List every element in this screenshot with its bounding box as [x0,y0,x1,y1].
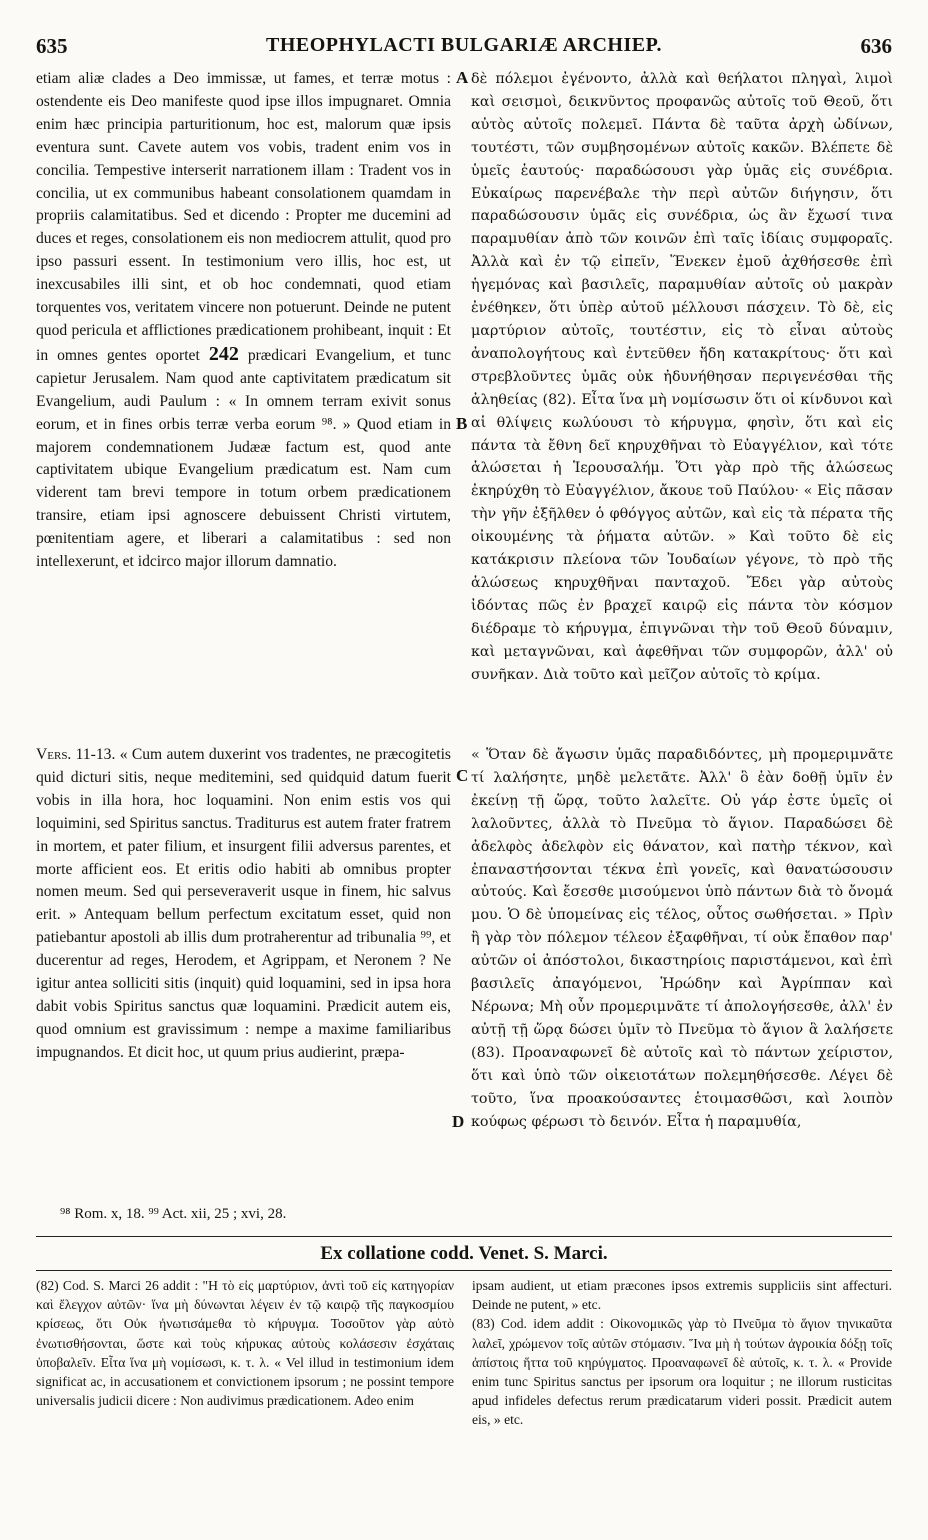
collation-title: Ex collatione codd. Venet. S. Marci. [320,1243,608,1264]
latin-paragraph-2: « Cum autem duxerint vos tradentes, ne præcogitetis quid dicturi sitis, neque meditemini, sed quidquid datum fuerit vobis in illa hora, hoc loquamini. Non enim estis vos qui loquimini, sed Spiritus sanctus. Traditurus est autem frater fratrem in mortem, et pater filium, et insurgent filii adversus parentes, et morte afficient eos. Et eritis odio habiti ab omnibus propter nomen meum. Sed qui perseveraverit usque in finem, hic salvus erit. » Antequam bellum perfectum excitatum esset, quid non patiebantur apostoli ab illis dum protraherentur ad tribunalia ⁹⁹, et ducerentur ad reges, Herodem, et Agrippam, et Neronem ? Ne igitur antea solliciti sitis (inquit) quid loquamini, sed in ipsa hora dabit vobis Spiritus sanctus quæ loquamini. Prædicit autem eis, quod omnium est gravissimum : nempe a maxime familiaribus impugnandos. Et dicit hoc, ut quum prius audierint, præpa- [36,746,452,1061]
footnote: ⁹⁸ Rom. x, 18. ⁹⁹ Act. xii, 25 ; xvi, 28. [60,1206,287,1222]
collation-note-82: (82) Cod. S. Marci 26 addit : "Η τὸ εἰς μαρτύριον, ἀντὶ τοῦ εἰς κατηγορίαν καὶ ἔλεγχον αὐτῶν· ἵνα μὴ δύνωνται λέγειν ἐν τῷ καιρῷ τῆς παγκοσμίου κρίσεως, ὅτι Οὐκ ἠνωτισάμεθα τὸ κήρυγμα. Τοσοῦτον γὰρ αὐτὸ ἐνωτισθήσονται, ὥστε καὶ τοὺς κήρυκας αὐτοὺς κολάσεσιν ἐσχάταις ὑποβαλεῖν. Εἶτα ἵνα μὴ νομίσωσι, κ. τ. λ. « Vel illud in testimonium idem significat ac, in accusationem et convictionem ipsorum ; ne possint tempore universalis judicii dicere : Non audivimus prædicationem. Adeo enim [36,1278,454,1409]
collation-note-83: ipsam audient, ut etiam præcones ipsos extremis suppliciis sint affecturi. Deinde ne putent, » etc. (83) Cod. idem addit : Οἰκονομικῶς γὰρ τὸ Πνεῦμα τὸ ἅγιον τηνικαῦτα λαλεῖ, χρώμενον τοῖς αὐτῶν στόμασιν. Ἵνα μὴ ἡ τούτων ἀγροικία δόξῃ τοῖς ἀπίστοις ἥττα τοῦ κηρύγματος. Προαναφωνεῖ δὲ αὐτοῖς, κ. τ. λ. « Provide enim tunc Spiritus sanctus per ipsorum ora loquitur ; ne illorum rusticitas apud infideles defectus rerum prædicatarum videri possit. Prædicit autem eis, » etc. [472,1278,892,1428]
margin-marker-c: C [456,766,469,785]
column-number-242: 242 [208,342,239,365]
margin-marker-a: A [456,68,469,87]
latin-column-vers [36,744,451,1065]
latin-paragraph-1b: prædicari Evangelium, et tunc capietur Jerusalem. Nam quod ante captivitatem prædicatum sit Evangelium, audi Paulum : « In omnem terram exivit sonus eorum, et in fines orbis terræ verba eorum ⁹⁸. » Quod etiam in majorem condemnationem Judææ factum est, quod ante captivitatem ubique Evangelium prædicatum est. Nam cum viderent tam brevi tempore in totum orbem prædicationem transire, etiam ipsi agnoscere debuissent Christi virtutem, pœnitentiam agere, et liberari a calamitatibus : sed non intellexerunt, et idcirco major illorum damnatio. [36,346,452,571]
greek-column-top [471,68,893,686]
collation-rule [36,1270,892,1271]
verse-label: Vers. 11-13. [36,746,116,763]
page-number-right: 636 [860,34,892,58]
latin-column-top [36,68,451,574]
greek-column-vers [471,744,893,1133]
margin-marker-b: B [456,414,468,433]
greek-paragraph-2: « Ὅταν δὲ ἄγωσιν ὑμᾶς παραδιδόντες, μὴ προμεριμνᾶτε τί λαλήσητε, μηδὲ μελετᾶτε. Ἀλλ' ὃ ἐὰν δοθῇ ὑμῖν ἐν ἐκείνῃ τῇ ὥρᾳ, τοῦτο λαλεῖτε. Οὐ γάρ ἐστε ὑμεῖς οἱ λαλοῦντες, ἀλλὰ τὸ Πνεῦμα τὸ ἅγιον. Παραδώσει δὲ ἀδελφὸς ἀδελφὸν εἰς θάνατον, καὶ πατὴρ τέκνον, καὶ ἐπαναστήσονται τέκνα ἐπὶ γονεῖς, καὶ θανατώσουσιν αὐτούς. Καὶ ἔσεσθε μισούμενοι ὑπὸ πάντων διὰ τὸ ὄνομά μου. Ὁ δὲ ὑπομείνας εἰς τέλος, οὗτος σωθήσεται. » Πρὶν ἢ γὰρ τὸν πόλεμον τέλεον ἐξαφθῆναι, τί οὐκ ἔπαθον παρ' αὐτῶν οἱ ἀπόστολοι, δικαστηρίοις παριστάμενοι, καὶ ἐπὶ βασιλεῖς ἀπαγόμενοι, Ἡρώδην καὶ Ἀγρίππαν καὶ Νέρωνα; Μὴ οὖν προμεριμνᾶτε τί ἀπολογήσεσθε, ἀλλ' ἐν αὐτῇ τῇ ὥρᾳ δώσει ὑμῖν τὸ Πνεῦμα τὸ ἅγιον ἃ λαλήσετε (83). Προαναφωνεῖ δὲ αὐτοῖς καὶ τὸ πάντων χείριστον, ὅτι καὶ ὑπὸ τῶν οἰκειοτάτων πολεμηθήσεσθε. Λέγει δὲ τοῦτο, ἵνα προακούσαντες ἑτοιμασθῶσι, καὶ λοιπὸν κούφως φέρωσι τὸ δεινόν. Εἶτα ἡ παραμυθία, [471,747,893,1130]
latin-paragraph-1: etiam aliæ clades a Deo immissæ, ut fames, et terræ motus : ostendente eis Deo manifeste quod ipse illos impugnaret. Omnia enim hæc principia parturitionum, hoc est, malorum quæ ipsis eventura sunt. Cavete autem vos vobis, tradent enim vos in concilia. Tempestive interserit narrationem illam : Tradent vos in concilia, ut ex communibus habeant consolationem quamdam in propriis calamitatibus. Sed et dicendo : Propter me ducemini ad duces et reges, consolationem eis non mediocrem attulit, quod pro ipso passuri essent. In testimonium vero illis, hoc est, ut inexcusabiles illi sint, et ob hoc condemnati, quod etiam torquentes vos, veritatem vincere non potuerunt. Deinde ne putent quod pericula et afflictiones prædicationem prohibeant, inquit : Et in omnes gentes oportet [36,70,451,364]
collation-rule-top [36,1236,892,1237]
running-title: THEOPHYLACTI BULGARIÆ ARCHIEP. [266,34,662,56]
page-number-left: 635 [36,34,68,58]
collation-note-left [36,1276,454,1410]
greek-paragraph-1: δὲ πόλεμοι ἐγένοντο, ἀλλὰ καὶ θεήλατοι πληγαὶ, λιμοὶ καὶ σεισμοὶ, δεικνῦντος προφανῶς αὐτοῖς τοῦ Θεοῦ, ὅτι αὐτὸς αὐτοῖς πολεμεῖ. Πάντα δὲ ταῦτα ἀρχὴ ὠδίνων, τουτέστι, τῶν συμβησομένων αὐτοῖς κακῶν. Βλέπετε δὲ ὑμεῖς ἑαυτούς· παραδώσουσι γὰρ ὑμᾶς εἰς συνέδρια. Εὐκαίρως παρενέβαλε τὴν περὶ αὐτῶν διήγησιν, ὅτι παραδώσουσιν ὑμᾶς εἰς συνέδρια, ὡς ἂν ἔχωσί τινα παραμυθίαν ἀπὸ τῶν κοινῶν ἐπὶ ταῖς ἰδίαις συμφοραῖς. Ἀλλὰ καὶ ἐν τῷ εἰπεῖν, Ἕνεκεν ἐμοῦ ἀχθήσεσθε ἐπὶ ἡγεμόνας καὶ βασιλεῖς, παραμυθίαν αὐτοῖς οὐ μακρὰν ἐνέθηκεν, ὅτι ὑπὲρ αὐτοῦ μέλλουσι πάσχειν. Τὸ δὲ, εἰς μαρτύριον αὐτοῖς, τουτέστιν, εἰς τὸ εἶναι αὐτοὺς ἀναπολογήτους καὶ ἐντεῦθεν ἤδη κατακρίτους· ὅτι καὶ στρεβλοῦντες ὑμᾶς οὐκ ἠδυνήθησαν περιγενέσθαι τῆς ἀληθείας (82). Εἶτα ἵνα μὴ νομίσωσιν ὅτι οἱ κίνδυνοι καὶ αἱ θλίψεις κωλύουσι τὸ κήρυγμα, φησὶν, ὅτι καὶ εἰς πάντα τὰ ἔθνη δεῖ κηρυχθῆναι τὸ Εὐαγγέλιον, καὶ τότε ἁλώσεται ἡ Ἱερουσαλήμ. Ὅτι γὰρ πρὸ τῆς ἁλώσεως ἐκηρύχθη τὸ Εὐαγγέλιον, ἄκουε τοῦ Παύλου· « Εἰς πᾶσαν τὴν γῆν ἐξῆλθεν ὁ φθόγγος αὐτῶν, καὶ εἰς τὰ πέρατα τῆς οἰκουμένης τὰ ῥήματα αὐτῶν. » Καὶ τοῦτο δὲ εἰς κατάκρισιν πλείονα τῶν Ἰουδαίων γέγονε, τὸ πρὸ τῆς ἁλώσεως κηρυχθῆναι πανταχοῦ. Ἔδει γὰρ αὐτοὺς ἰδόντας πῶς ἐν βραχεῖ καιρῷ εἰς πάντα τὸν κόσμον διέδραμε τὸ κήρυγμα, ἐπιγνῶναι τὴν τοῦ Θεοῦ δύναμιν, καὶ μεταγνῶναι, καὶ ἀφεθῆναι τῶν συμφορῶν, ἀλλ' οὐ συνῆκαν. Διὰ τοῦτο καὶ μεῖζον αὐτοῖς τὸ κρίμα. [471,71,893,683]
collation-note-right [472,1276,892,1430]
margin-marker-d: D [452,1112,465,1131]
